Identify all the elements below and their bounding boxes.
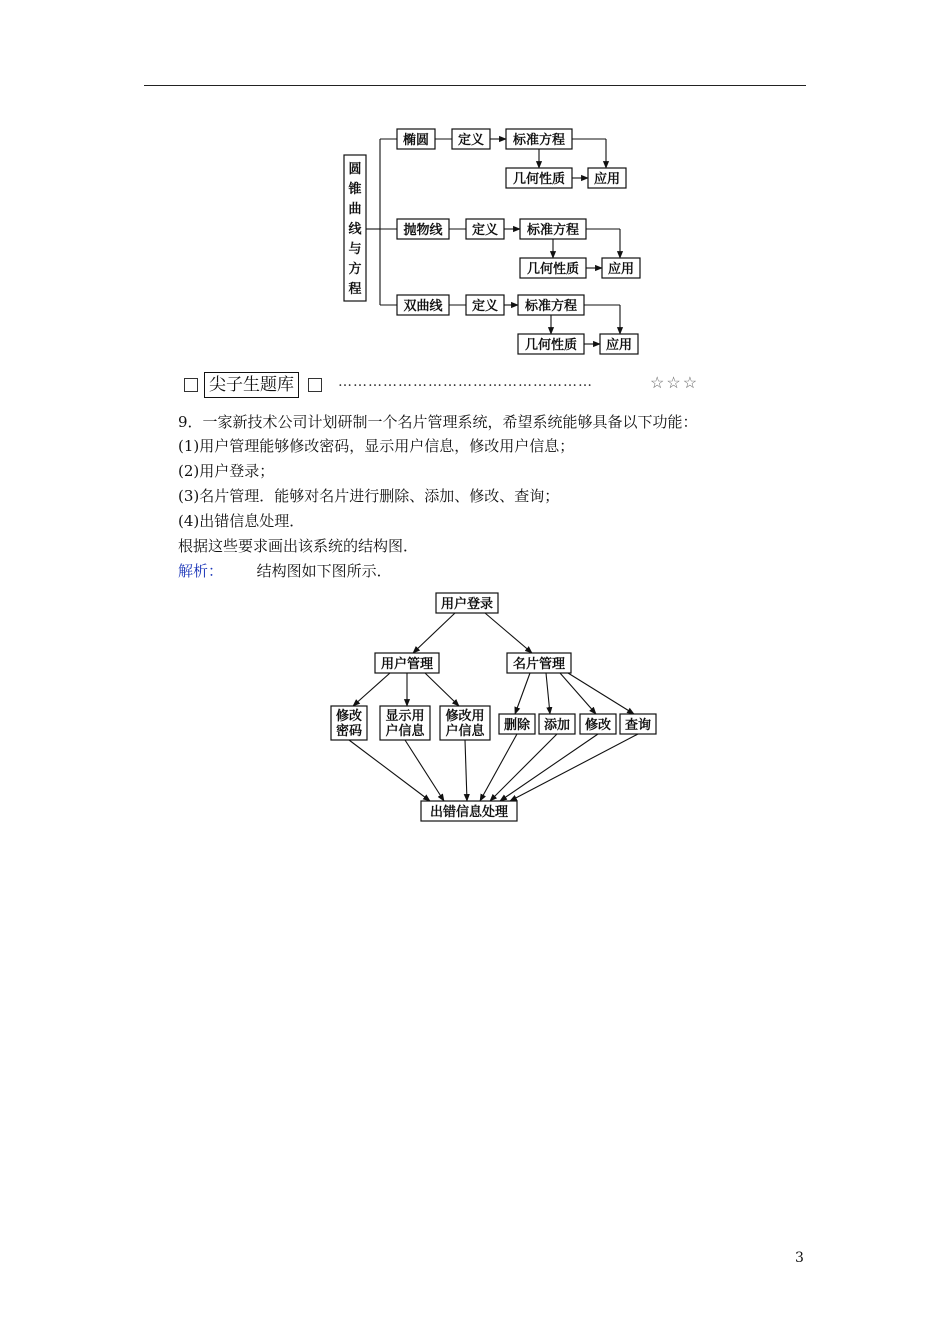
root-label-char: 锥 — [348, 182, 362, 197]
square-icon — [308, 378, 322, 392]
conic-structure-diagram — [340, 120, 650, 360]
branch-parabola-label: 抛物线 — [403, 223, 443, 238]
solution-text: 结构图如下图所示． — [256, 562, 392, 580]
ellipse-eq-label: 标准方程 — [512, 133, 566, 148]
node-user-mgmt: 用户管理 — [380, 657, 434, 672]
ellipse-app-label: 应用 — [593, 172, 621, 187]
header-rule — [144, 85, 806, 86]
hyperbola-app-label: 应用 — [605, 338, 633, 353]
difficulty-stars: ☆☆☆ — [650, 373, 700, 392]
solution-label: 解析： — [178, 562, 224, 580]
ellipse-def-label: 定义 — [457, 133, 485, 148]
node-edit-info-1: 修改用 — [445, 709, 485, 724]
parabola-eq-label: 标准方程 — [526, 223, 580, 238]
ellipse-prop-label: 几何性质 — [512, 172, 566, 187]
node-error-handling: 出错信息处理 — [429, 805, 509, 820]
solution-line — [178, 561, 392, 581]
root-label-char: 与 — [348, 242, 362, 257]
problem-line: 根据这些要求画出该系统的结构图． — [178, 537, 419, 555]
root-label-char: 曲 — [348, 202, 362, 217]
problem-line: (3)名片管理．能够对名片进行删除、添加、修改、查询； — [178, 487, 560, 505]
root-label-char: 线 — [348, 222, 362, 237]
square-icon — [184, 378, 198, 392]
root-label-char: 方 — [348, 262, 362, 277]
node-add: 添加 — [543, 718, 571, 733]
section-title: 尖子生题库 — [204, 372, 299, 398]
problem-line: (2)用户登录； — [178, 462, 275, 480]
problem-line: 9．一家新技术公司计划研制一个名片管理系统，希望系统能够具备以下功能： — [178, 413, 698, 431]
branch-hyperbola-label: 双曲线 — [403, 299, 443, 314]
parabola-prop-label: 几何性质 — [526, 262, 580, 277]
system-structure-diagram — [325, 588, 665, 823]
hyperbola-prop-label: 几何性质 — [524, 338, 578, 353]
hyperbola-def-label: 定义 — [471, 299, 499, 314]
node-edit-info-2: 户信息 — [445, 724, 485, 739]
section-dots: …………………………………………… — [338, 374, 593, 390]
node-login: 用户登录 — [440, 597, 494, 612]
node-delete: 删除 — [503, 718, 531, 733]
parabola-def-label: 定义 — [471, 223, 499, 238]
root-label — [347, 161, 362, 297]
root-label-char: 圆 — [348, 162, 362, 177]
section-header — [182, 372, 742, 400]
node-change-pwd-2: 密码 — [335, 724, 363, 739]
problem-line: (4)出错信息处理． — [178, 512, 305, 530]
parabola-app-label: 应用 — [607, 262, 635, 277]
root-label-char: 程 — [348, 282, 362, 297]
node-modify: 修改 — [584, 718, 612, 733]
node-query: 查询 — [624, 718, 652, 733]
hyperbola-eq-label: 标准方程 — [524, 299, 578, 314]
node-change-pwd-1: 修改 — [335, 709, 363, 724]
node-show-info-2: 户信息 — [385, 724, 425, 739]
page-number: 3 — [795, 1250, 804, 1266]
problem-line: (1)用户管理能够修改密码，显示用户信息，修改用户信息； — [178, 437, 575, 455]
branch-ellipse-label: 椭圆 — [402, 133, 430, 148]
node-show-info-1: 显示用 — [385, 709, 425, 724]
node-card-mgmt: 名片管理 — [512, 657, 566, 672]
